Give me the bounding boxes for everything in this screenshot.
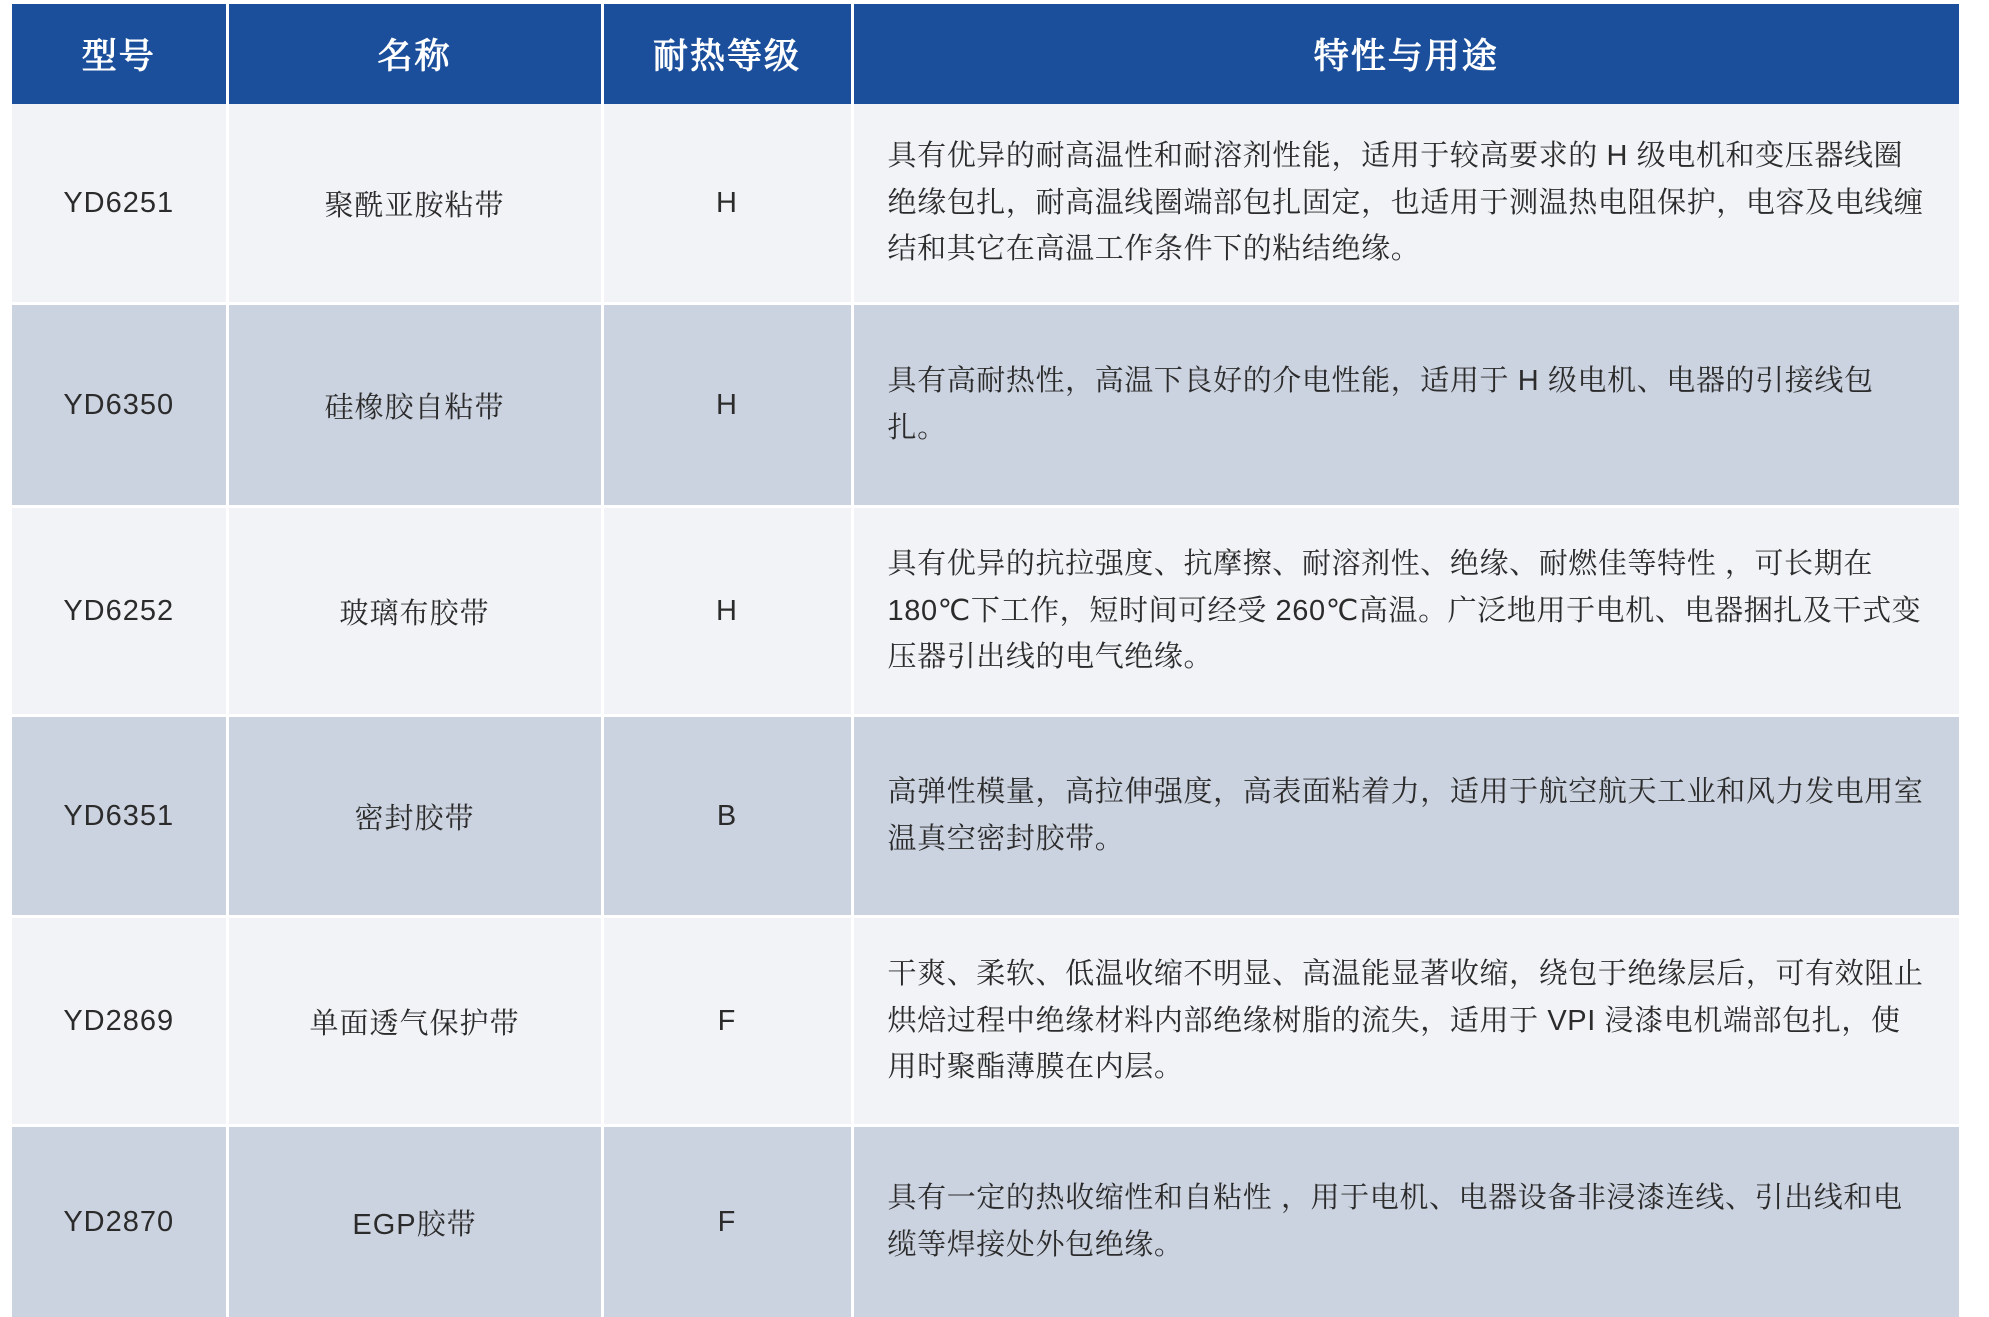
table-row — [12, 304, 1959, 507]
column-header-heat-grade: 耐热等级 — [602, 4, 852, 104]
cell-features-uses — [852, 507, 1959, 716]
cell-heat-grade: F — [602, 1126, 852, 1317]
cell-features-uses — [852, 716, 1959, 917]
cell-heat-grade: H — [602, 104, 852, 304]
cell-features-uses-text: 具有优异的耐高温性和耐溶剂性能，适用于较高要求的 H 级电机和变压器线圈绝缘包扎，耐高温线圈端部包扎固定，也适用于测温热电阻保护，电容及电线缠结和其它在高温工作条件下的粘结绝缘。 — [888, 133, 1926, 274]
column-header-features-uses: 特性与用途 — [852, 4, 1959, 104]
cell-features-uses — [852, 1126, 1959, 1317]
cell-features-uses-text: 具有高耐热性，高温下良好的介电性能，适用于 H 级电机、电器的引接线包扎。 — [888, 358, 1926, 452]
table-row — [12, 104, 1959, 304]
cell-name: 玻璃布胶带 — [227, 507, 602, 716]
cell-heat-grade: H — [602, 304, 852, 507]
cell-name: EGP胶带 — [227, 1126, 602, 1317]
cell-name: 单面透气保护带 — [227, 917, 602, 1126]
cell-model: YD6251 — [12, 104, 227, 304]
table-header-row — [12, 4, 1959, 104]
cell-name: 聚酰亚胺粘带 — [227, 104, 602, 304]
cell-model: YD6252 — [12, 507, 227, 716]
cell-features-uses-text: 具有一定的热收缩性和自粘性 ，用于电机、电器设备非浸漆连线、引出线和电缆等焊接处外包绝缘。 — [888, 1175, 1926, 1269]
cell-features-uses — [852, 104, 1959, 304]
cell-model: YD6350 — [12, 304, 227, 507]
table-row — [12, 1126, 1959, 1317]
column-header-name: 名称 — [227, 4, 602, 104]
cell-model: YD2870 — [12, 1126, 227, 1317]
cell-heat-grade: F — [602, 917, 852, 1126]
cell-features-uses-text: 干爽、柔软、低温收缩不明显、高温能显著收缩，绕包于绝缘层后，可有效阻止烘焙过程中绝缘材料内部绝缘树脂的流失，适用于 VPI 浸漆电机端部包扎，使用时聚酯薄膜在内层。 — [888, 951, 1926, 1092]
column-header-model: 型号 — [12, 4, 227, 104]
cell-name: 密封胶带 — [227, 716, 602, 917]
cell-features-uses — [852, 304, 1959, 507]
cell-heat-grade: B — [602, 716, 852, 917]
table-row — [12, 507, 1959, 716]
table-row — [12, 917, 1959, 1126]
cell-model: YD2869 — [12, 917, 227, 1126]
table-body — [12, 104, 1959, 1317]
table-header — [12, 4, 1959, 104]
cell-features-uses — [852, 917, 1959, 1126]
cell-heat-grade: H — [602, 507, 852, 716]
product-spec-table — [12, 4, 1959, 1317]
table-row — [12, 716, 1959, 917]
cell-model: YD6351 — [12, 716, 227, 917]
cell-features-uses-text: 具有优异的抗拉强度、抗摩擦、耐溶剂性、绝缘、耐燃佳等特性 ，可长期在 180℃下工作，短时间可经受 260℃高温。广泛地用于电机、电器捆扎及干式变压器引出线的电气绝缘。 — [888, 541, 1926, 682]
cell-name: 硅橡胶自粘带 — [227, 304, 602, 507]
cell-features-uses-text: 高弹性模量，高拉伸强度，高表面粘着力，适用于航空航天工业和风力发电用室温真空密封胶带。 — [888, 769, 1926, 863]
